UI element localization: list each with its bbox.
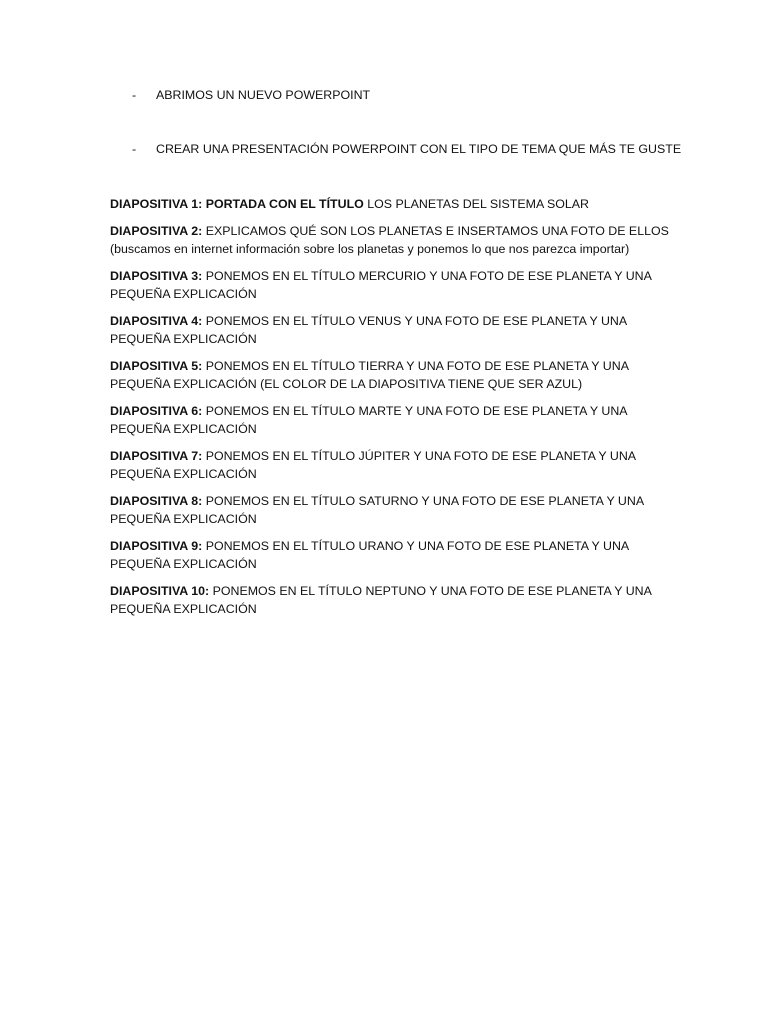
slide-text: PONEMOS EN EL TÍTULO URANO Y UNA FOTO DE ESE PLANETA Y UNA PEQUEÑA EXPLICACIÓN [110,539,629,571]
slide-label: DIAPOSITIVA 7: [110,449,203,463]
bullet-item [132,86,732,104]
bullet-text: ABRIMOS UN NUEVO POWERPOINT [156,88,371,102]
slide-label: DIAPOSITIVA 5: [110,359,203,373]
slide-label: DIAPOSITIVA 2: [110,224,203,238]
slide-item-2 [110,222,670,258]
slide-text: PONEMOS EN EL TÍTULO TIERRA Y UNA FOTO DE ESE PLANETA Y UNA PEQUEÑA EXPLICACIÓN (EL COLOR DE LA DIAPOSITIVA TIENE QUE SER AZUL) [110,359,629,391]
slide-item-3 [110,267,670,303]
slide-text: PONEMOS EN EL TÍTULO JÚPITER Y UNA FOTO DE ESE PLANETA Y UNA PEQUEÑA EXPLICACIÓN [110,449,636,481]
bullet-text: CREAR UNA PRESENTACIÓN POWERPOINT CON EL TIPO DE TEMA QUE MÁS TE GUSTE [156,142,682,156]
bullet-dash: - [132,142,137,156]
slide-label: DIAPOSITIVA 1: PORTADA CON EL TÍTULO [110,197,364,211]
slide-item-8 [110,492,670,528]
slide-text: PONEMOS EN EL TÍTULO VENUS Y UNA FOTO DE ESE PLANETA Y UNA PEQUEÑA EXPLICACIÓN [110,314,627,346]
slide-item-1 [110,195,670,213]
slide-item-10 [110,582,670,618]
slide-text: PONEMOS EN EL TÍTULO MERCURIO Y UNA FOTO DE ESE PLANETA Y UNA PEQUEÑA EXPLICACIÓN [110,269,652,301]
slide-text: PONEMOS EN EL TÍTULO MARTE Y UNA FOTO DE ESE PLANETA Y UNA PEQUEÑA EXPLICACIÓN [110,404,627,436]
slide-label: DIAPOSITIVA 3: [110,269,203,283]
slide-item-4 [110,312,670,348]
bullet-dash: - [132,88,137,102]
slide-item-6 [110,402,670,438]
slide-label: DIAPOSITIVA 8: [110,494,203,508]
slide-list [110,195,670,627]
slide-label: DIAPOSITIVA 6: [110,404,203,418]
bullet-item [132,140,732,158]
slide-text: PONEMOS EN EL TÍTULO NEPTUNO Y UNA FOTO DE ESE PLANETA Y UNA PEQUEÑA EXPLICACIÓN [110,584,652,616]
slide-item-7 [110,447,670,483]
slide-label: DIAPOSITIVA 9: [110,539,203,553]
slide-label: DIAPOSITIVA 4: [110,314,203,328]
slide-text: PONEMOS EN EL TÍTULO SATURNO Y UNA FOTO DE ESE PLANETA Y UNA PEQUEÑA EXPLICACIÓN [110,494,644,526]
slide-label: DIAPOSITIVA 10: [110,584,210,598]
slide-text: LOS PLANETAS DEL SISTEMA SOLAR [363,197,589,211]
slide-text: EXPLICAMOS QUÉ SON LOS PLANETAS E INSERTAMOS UNA FOTO DE ELLOS (buscamos en internet información sobre los planetas y ponemos lo que nos parezca importar) [110,224,669,256]
slide-item-9 [110,537,670,573]
slide-item-5 [110,357,670,393]
